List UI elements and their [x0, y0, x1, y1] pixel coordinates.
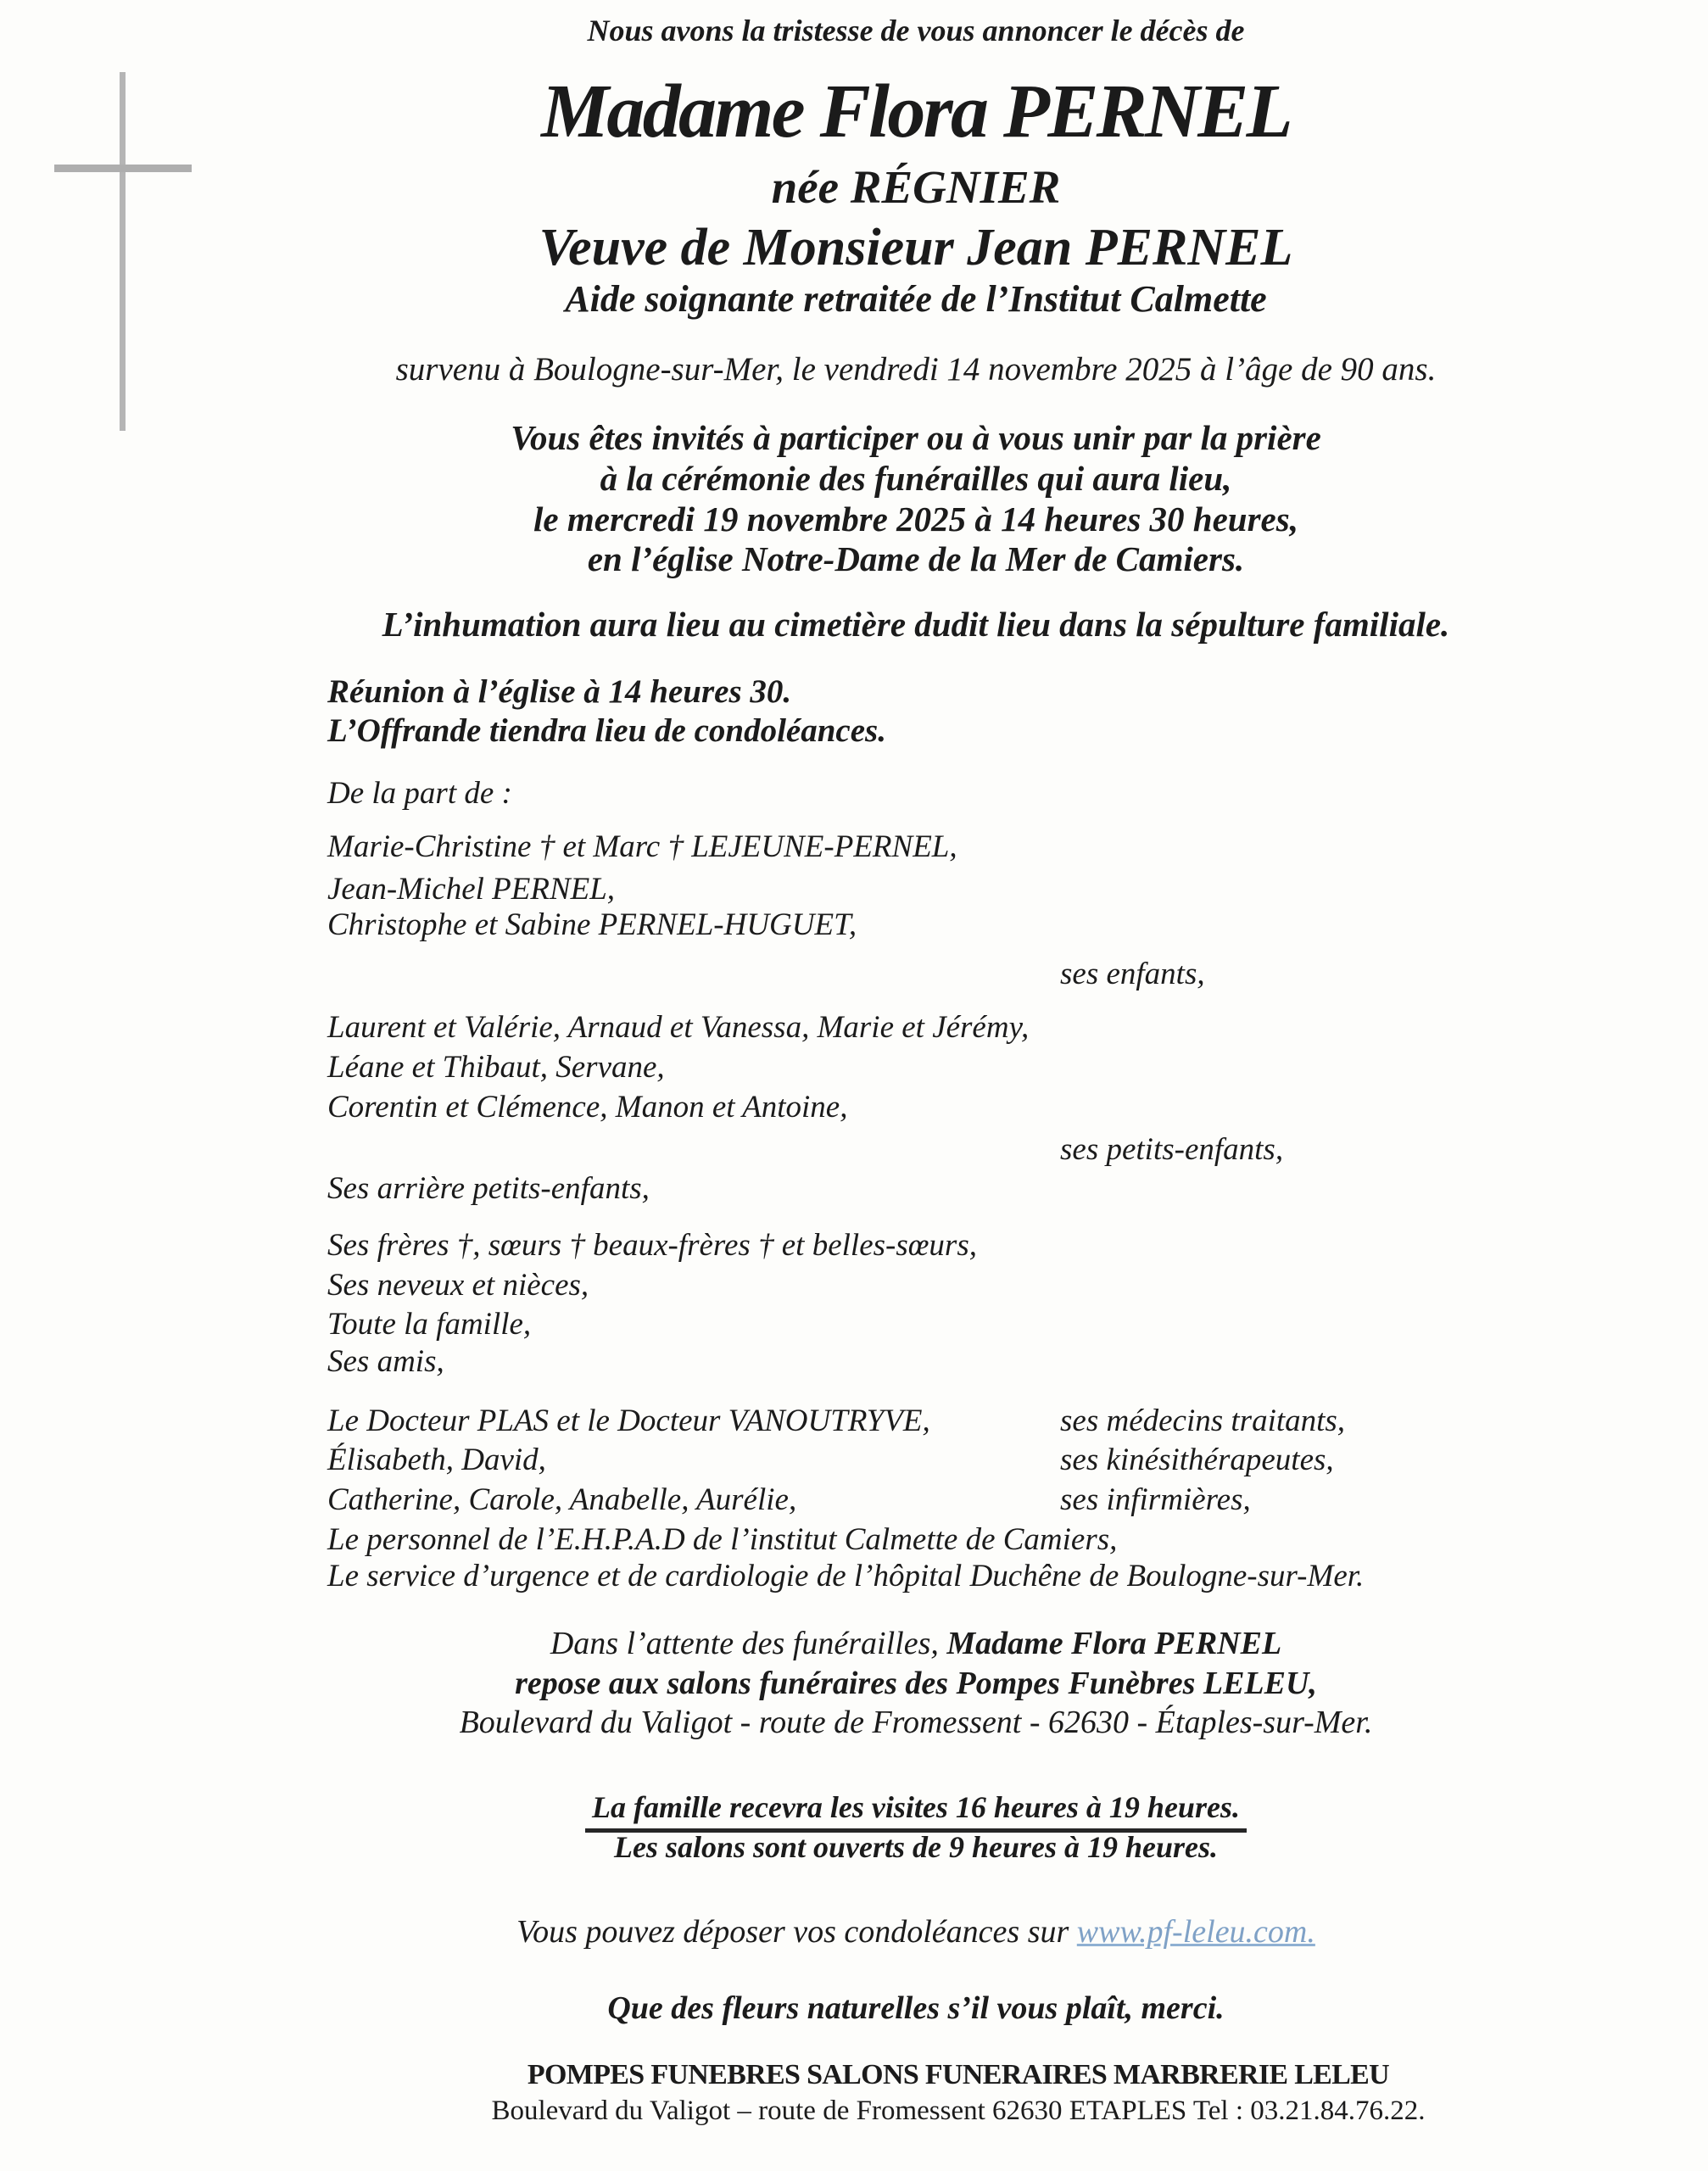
visits-line — [127, 1790, 1705, 1833]
caregiver-label: ses médecins traitants, — [1060, 1404, 1346, 1438]
child-name-line: Jean-Michel PERNEL, — [327, 872, 616, 907]
grandchild-name-line: Léane et Thibaut, Servane, — [327, 1050, 665, 1085]
family-line: Ses neveux et nièces, — [327, 1268, 589, 1303]
grandchildren-label: ses petits-enfants, — [1060, 1132, 1284, 1167]
caregiver-names: Catherine, Carole, Anabelle, Aurélie, — [327, 1482, 797, 1517]
burial-line: L’inhumation aura lieu au cimetière dudit lieu dans la sépulture familiale. — [382, 605, 1450, 644]
caregiver-names: Le Docteur PLAS et le Docteur VANOUTRYVE, — [327, 1404, 930, 1438]
staff-line: Le personnel de l’E.H.P.A.D de l’institut Calmette de Camiers, — [327, 1522, 1118, 1557]
child-name-line: Marie-Christine † et Marc † LEJEUNE-PERNEL, — [327, 829, 957, 864]
cross-vertical-bar — [120, 72, 126, 431]
footer-company: POMPES FUNEBRES SALONS FUNERAIRES MARBRERIE LELEU — [527, 2059, 1390, 2090]
maiden-name: née RÉGNIER — [771, 161, 1061, 213]
children-label: ses enfants, — [1060, 957, 1205, 991]
family-line: Ses frères †, sœurs † beaux-frères † et belles-sœurs, — [327, 1228, 977, 1263]
grandchild-name-line: Corentin et Clémence, Manon et Antoine, — [327, 1090, 848, 1125]
invitation-line: en l’église Notre-Dame de la Mer de Camiers. — [587, 539, 1245, 578]
footer-address: Boulevard du Valigot – route de Fromessent 62630 ETAPLES Tel : 03.21.84.76.22. — [491, 2096, 1426, 2126]
from-label: De la part de : — [327, 776, 512, 811]
condolences-text: Vous pouvez déposer vos condoléances sur — [516, 1914, 1077, 1950]
visits-underlined-text: La famille recevra les visites 16 heures à 19 heures. — [585, 1790, 1247, 1833]
website-link[interactable]: www.pf-leleu.com. — [1076, 1914, 1315, 1950]
repose-line — [127, 1626, 1705, 1663]
grandchild-name-line: Laurent et Valérie, Arnaud et Vanessa, Marie et Jérémy, — [327, 1010, 1030, 1045]
invitation-line: Vous êtes invités à participer ou à vous unir par la prière — [511, 418, 1321, 457]
profession-line: Aide soignante retraitée de l’Institut Calmette — [565, 278, 1267, 320]
invitation-line: à la cérémonie des funérailles qui aura lieu, — [600, 459, 1232, 498]
child-name-line: Christophe et Sabine PERNEL-HUGUET, — [327, 907, 857, 942]
flowers-line: Que des fleurs naturelles s’il vous plaît, merci. — [607, 1990, 1225, 2026]
repose-line: repose aux salons funéraires des Pompes Funèbres LELEU, — [515, 1666, 1317, 1701]
family-line: Ses arrière petits-enfants, — [327, 1171, 650, 1206]
caregiver-label: ses infirmières, — [1060, 1482, 1251, 1517]
condolences-line — [127, 1914, 1705, 1951]
meeting-line: Réunion à l’église à 14 heures 30. — [327, 673, 792, 710]
death-line: survenu à Boulogne-sur-Mer, le vendredi 14 novembre 2025 à l’âge de 90 ans. — [395, 351, 1437, 388]
intro-line: Nous avons la tristesse de vous annoncer le décès de — [587, 14, 1245, 47]
caregiver-label: ses kinésithérapeutes, — [1060, 1443, 1334, 1477]
repose-prefix: Dans l’attente des funérailles, — [550, 1626, 947, 1661]
invitation-line: le mercredi 19 novembre 2025 à 14 heures 30 heures, — [533, 499, 1298, 539]
caregiver-names: Élisabeth, David, — [327, 1443, 546, 1477]
family-line: Ses amis, — [327, 1344, 444, 1379]
hours-line: Les salons sont ouverts de 9 heures à 19 heures. — [613, 1830, 1219, 1864]
repose-address-line: Boulevard du Valigot - route de Fromessent - 62630 - Étaples-sur-Mer. — [459, 1705, 1373, 1740]
deceased-name: Madame Flora PERNEL — [541, 70, 1291, 153]
family-line: Toute la famille, — [327, 1307, 532, 1342]
offering-line: L’Offrande tiendra lieu de condoléances. — [327, 712, 886, 749]
staff-line: Le service d’urgence et de cardiologie de l’hôpital Duchêne de Boulogne-sur-Mer. — [327, 1559, 1365, 1593]
repose-deceased-name: Madame Flora PERNEL — [946, 1626, 1282, 1661]
widow-line: Veuve de Monsieur Jean PERNEL — [539, 219, 1293, 276]
